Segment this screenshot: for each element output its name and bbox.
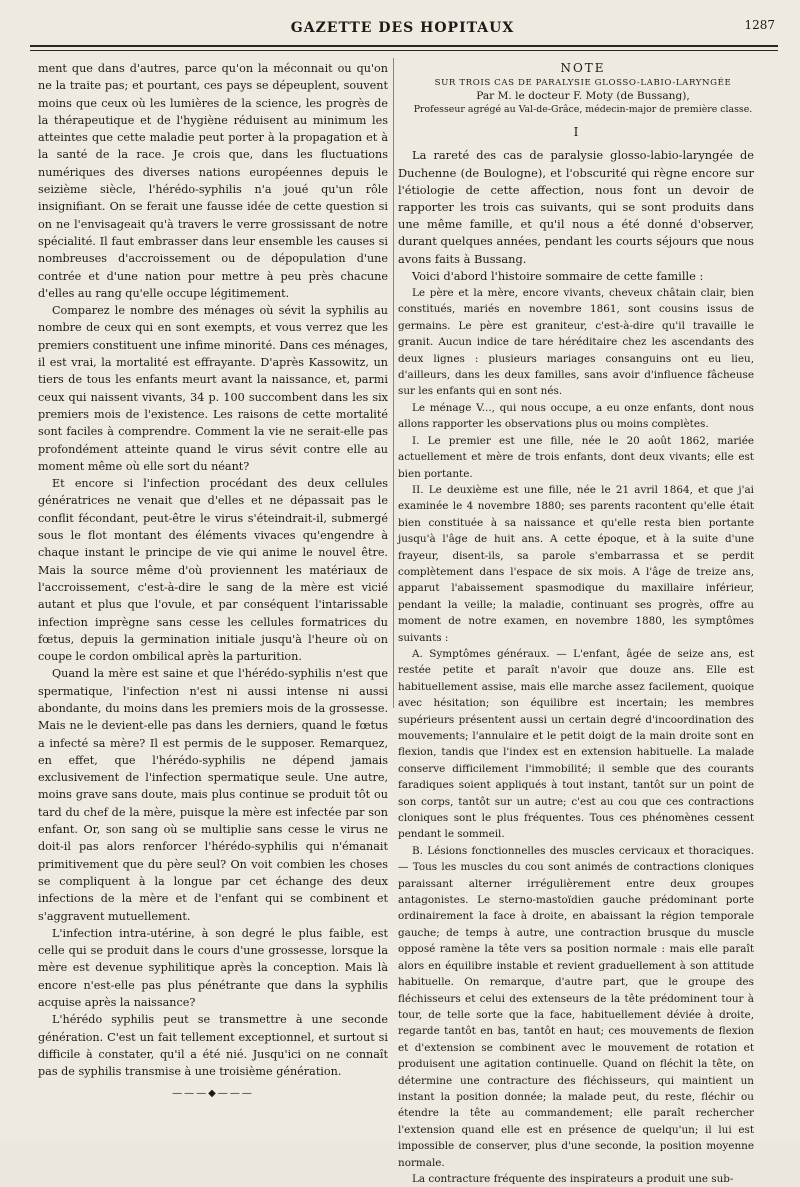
left-paragraph: L'infection intra-utérine, à son degré le plus faible, est celle qui se produit dans le cours d'une grossesse, lorsque la mère est devenue syphilitique après la conception. Mais là encore n'est-elle pas plus pénétrante que dans la syphilis acquise après la naissance?	[38, 926, 388, 1010]
right-column	[398, 60, 754, 1185]
case-paragraph: Le ménage V..., qui nous occupe, a eu onze enfants, dont nous allons rapporter les observations plus ou moins complètes.	[398, 401, 754, 431]
case-paragraph: La contracture fréquente des inspirateurs a produit une sub-	[412, 1172, 734, 1185]
right-paragraph: La rareté des cas de paralysie glosso-labio-laryngée de Duchenne (de Boulogne), et l'obscurité qui règne encore sur l'étiologie de cette affection, nous font un devoir de rapporter les trois cas suivants, qui se sont produits dans une même famille, et qu'il nous a été donné d'observer, durant quelques années, pendant les courts séjours que nous avons faits à Bussang.	[398, 148, 754, 266]
note-author: Par M. le docteur F. Moty (de Bussang),	[476, 90, 690, 103]
right-paragraph: Voici d'abord l'histoire sommaire de cette famille :	[412, 268, 704, 283]
left-paragraph: Quand la mère est saine et que l'hérédo-syphilis n'est que spermatique, l'infection n'est ni aussi intense ni aussi abondante, du moins dans les premiers mois de la grossesse. Mais ne le devient-elle pas dans les derniers, quand le fœtus a infecté sa mère? Il est permis de le supposer. Remarquez, en effet, que l'hérédo-syphilis ne dépend jamais exclusivement de l'infection spermatique seule. Une autre, moins grave sans doute, mais plus continue se produit tôt ou tard du chef de la mère, puisque la mère est infectée par son enfant. Or, son sang où se multiplie sans cesse le virus ne doit-il pas alors renforcer l'hérédo-syphilis qui n'émanait primitivement que du père seul? On voit combien les choses se compliquent à la longue par cet échange des deux infections de la mère et de l'enfant qui se combinent et s'aggravent mutuellement.	[38, 667, 388, 923]
page-header	[30, 18, 775, 44]
page-number: 1287	[744, 18, 775, 32]
journal-title: GAZETTE DES HOPITAUX	[290, 20, 515, 36]
note-affiliation: Professeur agrégé au Val-de-Grâce, médecin-major de première classe.	[413, 104, 753, 116]
case-paragraph: A. Symptômes généraux. — L'enfant, âgée de seize ans, est restée petite et paraît n'avoir que douze ans. Elle est habituellement assise, mais elle marche assez facilement, quoique avec hésitation; son équilibre est incertain; les membres supérieurs présentent aussi un certain degré d'incoordination des mouvements; l'annulaire et le petit doigt de la main droite sont en flexion, tandis que l'index est en extension habituelle. La malade conserve difficilement l'immobilité; il semble que des courants faradiques soient appliqués à tout instant, tantôt sur un point de son corps, tantôt sur un autre; c'est au cou que ces contractions cloniques sont le plus fréquentes. Tous ces phénomènes cessent pendant le sommeil.	[398, 647, 754, 841]
column-divider	[393, 58, 394, 708]
left-column	[38, 60, 388, 1099]
header-rule-thick	[30, 45, 778, 47]
left-paragraph: Comparez le nombre des ménages où sévit la syphilis au nombre de ceux qui en sont exempts, et vous verrez que les premiers constituent une infime minorité. Dans ces ménages, il est vrai, la mortalité est effrayante. D'après Kassowitz, un tiers de tous les enfants meurt avant la naissance, et, parmi ceux qui naissent vivants, 34 p. 100 succombent dans les six premiers mois de l'existence. Les raisons de cette mortalité sont faciles à comprendre. Comment la vie ne serait-elle pas profondément atteinte quand le virus sévit contre elle au moment même où elle sort du néant?	[38, 304, 388, 473]
case-paragraph: I. Le premier est une fille, née le 20 août 1862, mariée actuellement et mère de trois enfants, dont deux vivants; elle est bien portante.	[398, 434, 754, 480]
case-paragraph: B. Lésions fonctionnelles des muscles cervicaux et thoraciques. — Tous les muscles du cou sont animés de contractions cloniques paraissant alterner irrégulièrement entre deux groupes antagonistes. Le sterno-mastoïdien gauche prédominant porte ordinairement la face à droite, en abaissant la région temporale gauche; de temps à autre, une contraction brusque du muscle opposé ramène la tête vers sa position normale : mais elle paraît alors en équilibre instable et revient graduellement à son attitude habituelle. On remarque, d'autre part, que le groupe des fléchisseurs et celui des extenseurs de la tête prédominent tour à tour, de telle sorte que la face, habituellement déviée à droite, regarde tantôt en bas, tantôt en haut; ces mouvements de flexion et d'extension se combinent avec le mouvement de rotation et produisent une agitation continuelle. Quand on fléchit la tête, on détermine une contracture des fléchisseurs, qui maintient un instant la position donnée; la malade peut, du reste, fléchir ou étendre la tête au commandement; elle paraît rechercher l'extension quand elle est en présence de quelqu'un; il lui est impossible de conserver, plus d'une seconde, la position moyenne normale.	[398, 844, 754, 1169]
note-title: NOTE	[560, 61, 606, 75]
note-subtitle: SUR TROIS CAS DE PARALYSIE GLOSSO-LABIO-LARYNGÉE	[434, 78, 732, 89]
section-end-ornament: ———◆———	[172, 1087, 254, 1099]
left-paragraph: Et encore si l'infection procédant des deux cellules génératrices ne venait que d'elles et ne dépassait pas le conflit fécondant, peut-être le virus s'éteindrait-il, submergé sous le flot montant des éléments vivaces qu'engendre à chaque instant le principe de vie qui anime le nouvel être. Mais la source même d'où proviennent les matériaux de l'accroissement, c'est-à-dire le sang de la mère est vicié autant et plus que l'ovule, et par conséquent l'intarissable infection imprègne sans cesse les cellules formatrices du fœtus, depuis la germination initiale jusqu'à l'heure où on coupe le cordon ombilical après la parturition.	[38, 477, 388, 664]
left-paragraph: ment que dans d'autres, parce qu'on la méconnait ou qu'on ne la traite pas; et pourtant, ces pays se dépeuplent, souvent moins que ceux où les lumières de la science, les progrès de la thérapeutique et de l'hygiène réduisent au minimum les atteintes que cette maladie peut porter à la propagation et à la santé de la race. Je crois que, dans les fluctuations numériques des diverses nations européennes depuis le seizième siècle, l'hérédo-syphilis n'a joué qu'un rôle insignifiant. On se ferait une fausse idée de cette question si on ne l'envisageait qu'à travers le verre grossissant de notre spécialité. Il faut embrasser dans leur ensemble les causes si nombreuses d'accroissement ou de dépopulation d'une contrée et d'une nation pour mettre à peu près chacune d'elles au rang qu'elle occupe légitimement.	[38, 62, 388, 300]
left-paragraph: L'hérédo syphilis peut se transmettre à une seconde génération. C'est un fait tellement exceptionnel, et surtout si difficile à constater, qu'il a été nié. Jusqu'ici on ne connaît pas de syphilis transmise à une troisième génération.	[38, 1013, 388, 1079]
case-paragraph: II. Le deuxième est une fille, née le 21 avril 1864, et que j'ai examinée le 4 novembre 1880; ses parents racontent qu'elle était bien constituée à sa naissance et qu'elle resta bien portante jusqu'à l'âge de huit ans. A cette époque, et à la suite d'une frayeur, disent-ils, sa parole s'embarrassa et se perdit complètement dans l'espace de six mois. A l'âge de treize ans, apparut l'abaissement spasmodique du maxillaire inférieur, pendant la veille; la maladie, continuant ses progrès, offre au moment de notre examen, en novembre 1880, les symptômes suivants :	[398, 483, 754, 644]
header-rule-thin	[30, 50, 778, 51]
section-number: I	[573, 125, 579, 140]
case-paragraph: Le père et la mère, encore vivants, cheveux châtain clair, bien constitués, mariés en novembre 1861, sont cousins issus de germains. Le père est graniteur, c'est-à-dire qu'il travaille le granit. Aucun indice de tare héréditaire chez les ascendants des deux lignes : plusieurs mariages consanguins ont eu lieu, d'ailleurs, dans les deux familles, sans avoir d'influence fâcheuse sur les enfants qui en sont nés.	[398, 287, 754, 398]
